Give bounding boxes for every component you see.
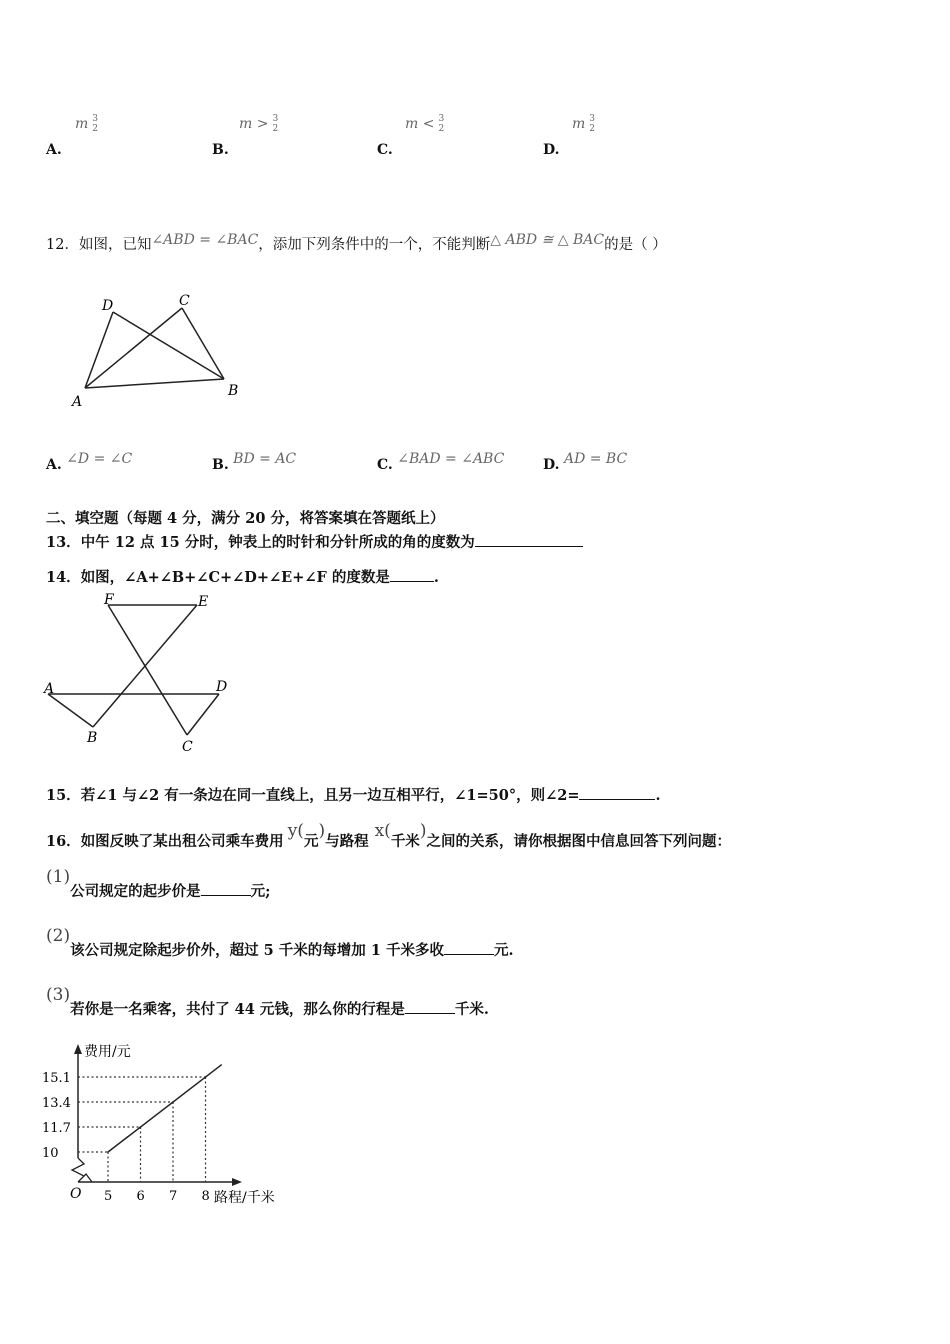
q13: 13．中午 12 点 15 分时，钟表上的时针和分针所成的角的度数为 bbox=[46, 531, 583, 552]
q12-stem: 12．如图，已知∠ABD = ∠BAC，添加下列条件中的一个，不能判断△ ABD ≅ △ BAC的是（ ） bbox=[46, 232, 667, 253]
q14: 14．如图，∠A+∠B+∠C+∠D+∠E+∠F 的度数是 . bbox=[46, 569, 439, 586]
label-a: A bbox=[44, 681, 55, 697]
series-line bbox=[108, 1065, 222, 1152]
answer-blank[interactable] bbox=[579, 787, 655, 800]
q11-option-b[interactable] bbox=[212, 142, 229, 158]
x-axis-label: 路程/千米 bbox=[214, 1190, 275, 1206]
section-title: 二、填空题（每题 4 分，满分 20 分，将答案填在答题纸上） bbox=[46, 510, 445, 527]
label-b: B bbox=[228, 383, 239, 399]
y-tick-label: 13.4 bbox=[42, 1096, 71, 1112]
x-tick-label: 8 bbox=[201, 1189, 210, 1204]
data-point bbox=[140, 1126, 142, 1128]
axis-break bbox=[72, 1158, 92, 1182]
paren-open: ( bbox=[384, 821, 391, 841]
origin-label: O bbox=[70, 1186, 82, 1202]
q16-sub-1: (1)公司规定的起步价是 元; bbox=[46, 867, 271, 900]
sub-mark: (3) bbox=[46, 985, 71, 1005]
option-letter: B. bbox=[212, 142, 229, 158]
x-tick-label: 6 bbox=[136, 1189, 145, 1204]
answer-blank[interactable] bbox=[201, 883, 251, 896]
option-letter: A. bbox=[46, 142, 62, 158]
q11-option-c[interactable] bbox=[377, 142, 393, 158]
q12-figure-lines bbox=[85, 308, 224, 388]
answer-blank[interactable] bbox=[390, 569, 434, 582]
option-letter: C. bbox=[377, 142, 393, 158]
x-tick-label: 7 bbox=[169, 1189, 178, 1204]
q12-option-b[interactable]: B. BD = AC bbox=[212, 451, 297, 473]
paren-close: ) bbox=[318, 821, 326, 841]
x-tick-label: 5 bbox=[104, 1189, 113, 1204]
label-a: A bbox=[72, 394, 83, 410]
label-e: E bbox=[198, 594, 209, 610]
q12-option-c[interactable]: C. ∠BAD = ∠ABC bbox=[377, 451, 505, 473]
y-tick-label: 15.1 bbox=[42, 1071, 71, 1087]
label-c: C bbox=[182, 739, 193, 755]
label-d: D bbox=[102, 298, 114, 314]
q11-option-d-expr: m 3 2 bbox=[572, 114, 596, 134]
x-var: x bbox=[374, 821, 385, 841]
y-axis-arrow bbox=[74, 1044, 82, 1054]
label-c: C bbox=[179, 293, 190, 309]
label-f: F bbox=[104, 592, 114, 608]
q16-sub-2: (2)该公司规定除起步价外，超过 5 千米的每增加 1 千米多收 元. bbox=[46, 926, 514, 959]
sub-mark: (1) bbox=[46, 867, 71, 887]
x-axis-arrow bbox=[232, 1178, 242, 1186]
q11-option-a[interactable] bbox=[46, 142, 62, 158]
q16-sub-3: (3)若你是一名乘客，共付了 44 元钱，那么你的行程是 千米. bbox=[46, 985, 489, 1018]
y-axis-label: 费用/元 bbox=[84, 1044, 131, 1060]
y-var: y bbox=[287, 821, 298, 841]
q15: 15．若∠1 与∠2 有一条边在同一直线上，且另一边互相平行，∠1=50°，则∠2= . bbox=[46, 787, 661, 804]
y-tick-label: 10 bbox=[42, 1146, 59, 1161]
q11-option-c-expr: m < 3 2 bbox=[405, 114, 445, 134]
q12-option-a[interactable]: A. ∠D = ∠C bbox=[46, 451, 133, 473]
paren-close: ) bbox=[419, 821, 427, 841]
sub-mark: (2) bbox=[46, 926, 71, 946]
q11-option-b-expr: m > 3 2 bbox=[239, 114, 279, 134]
label-d: D bbox=[216, 679, 228, 695]
q11-option-a-expr: m 3 2 bbox=[75, 114, 99, 134]
answer-blank[interactable] bbox=[405, 1001, 455, 1014]
option-letter: D. bbox=[543, 142, 560, 158]
data-point bbox=[107, 1151, 109, 1153]
chart-guides bbox=[78, 1077, 206, 1182]
answer-blank[interactable] bbox=[444, 942, 494, 955]
data-point bbox=[205, 1076, 207, 1078]
q12-figure bbox=[60, 288, 260, 413]
q16-stem: 16．如图反映了某出租公司乘车费用y(元)与路程x(千米)之间的关系，请你根据图中信息回答下列问题： bbox=[46, 821, 731, 850]
q12-option-d[interactable]: D. AD = BC bbox=[543, 451, 628, 473]
y-tick-label: 11.7 bbox=[42, 1121, 71, 1137]
paren-open: ( bbox=[297, 821, 304, 841]
q11-option-d[interactable] bbox=[543, 142, 560, 158]
chart-series bbox=[107, 1065, 222, 1153]
q14-figure bbox=[40, 590, 240, 758]
fare-chart bbox=[38, 1040, 298, 1212]
data-point bbox=[172, 1101, 174, 1103]
label-b: B bbox=[87, 730, 98, 746]
q14-figure-lines bbox=[48, 605, 219, 735]
answer-blank[interactable] bbox=[475, 534, 583, 547]
